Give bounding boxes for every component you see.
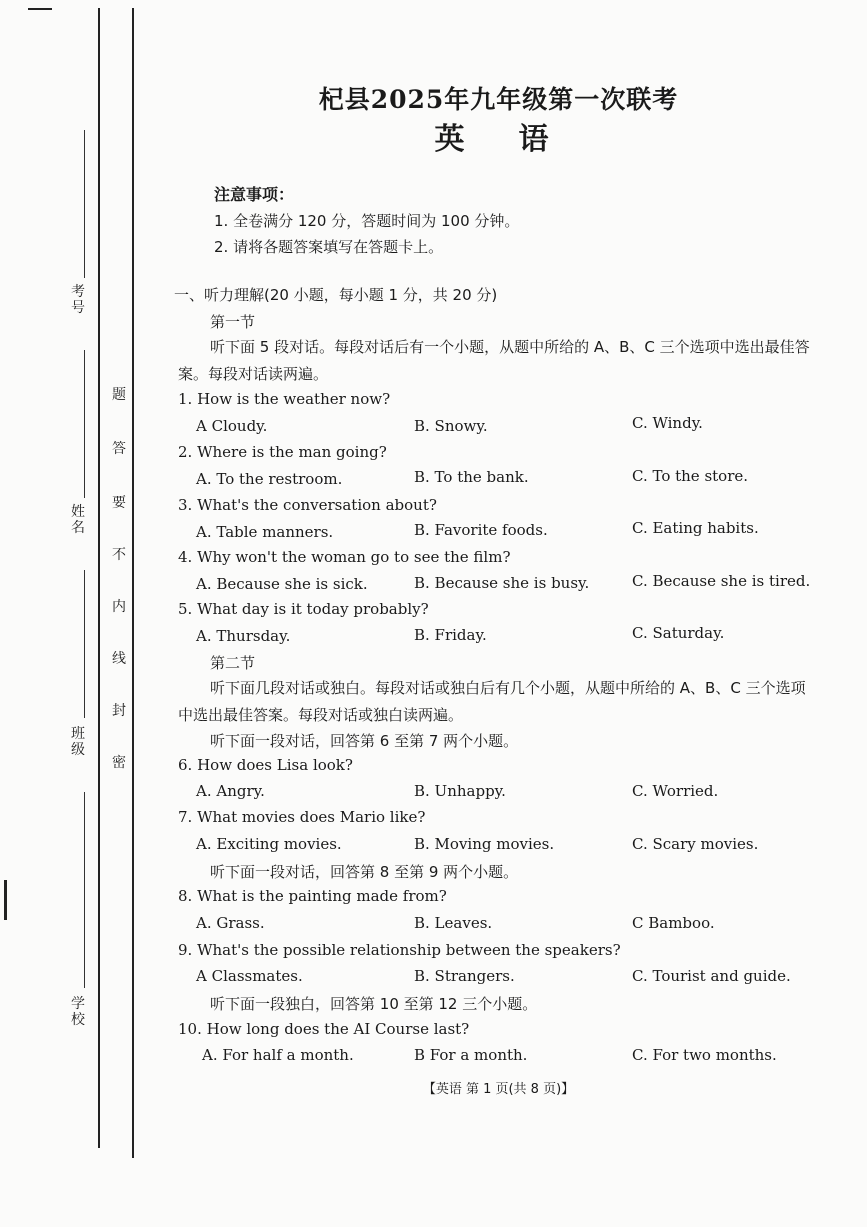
- option-a: A. To the restroom.: [196, 470, 343, 488]
- margin-top-dash: [28, 8, 52, 10]
- option-c: C. Windy.: [632, 414, 703, 432]
- option-c: C. To the store.: [632, 467, 749, 485]
- question-text: 9. What's the possible relationship between the speakers?: [178, 941, 621, 959]
- option-a: A. Grass.: [196, 914, 265, 932]
- option-a: A. Thursday.: [196, 627, 291, 645]
- note-item: 2. 请将各题答案填写在答题卡上。: [214, 238, 444, 256]
- part1-instruction-cont: 案。每段对话读两遍。: [178, 365, 329, 383]
- option-b: B. To the bank.: [414, 468, 529, 486]
- question-text: 1. How is the weather now?: [178, 390, 391, 408]
- sub-instruction: 听下面一段独白，回答第 10 至第 12 三个小题。: [210, 995, 538, 1013]
- option-b: B. Unhappy.: [414, 782, 506, 800]
- seal-char: 答: [112, 441, 126, 457]
- part1-instruction: 听下面 5 段对话。每段对话后有一个小题，从题中所给的 A、B、C 三个选项中选出最佳答: [210, 338, 810, 356]
- question-text: 5. What day is it today probably?: [178, 600, 429, 618]
- option-a: A Cloudy.: [196, 417, 268, 435]
- option-b: B. Strangers.: [414, 967, 515, 985]
- option-a: A. Table manners.: [196, 523, 334, 541]
- name-fill-line: [84, 350, 85, 498]
- sub-instruction: 听下面一段对话，回答第 6 至第 7 两个小题。: [210, 732, 519, 750]
- option-b: B For a month.: [414, 1046, 528, 1064]
- question-text: 7. What movies does Mario like?: [178, 808, 426, 826]
- question-text: 10. How long does the AI Course last?: [178, 1020, 470, 1038]
- page-footer: 【英语 第 1 页(共 8 页)】: [422, 1082, 575, 1097]
- seal-char: 封: [112, 703, 126, 719]
- exam-title: 杞县2025年九年级第一次联考: [318, 85, 679, 114]
- school-fill-line: [84, 792, 85, 988]
- school-label: 学校: [71, 996, 85, 1028]
- sub-instruction: 听下面一段对话，回答第 8 至第 9 两个小题。: [210, 863, 519, 881]
- margin-edge-mark: [4, 880, 7, 920]
- note-item: 1. 全卷满分 120 分，答题时间为 100 分钟。: [214, 212, 520, 230]
- option-b: B. Leaves.: [414, 914, 493, 932]
- part2-title: 第二节: [210, 654, 256, 672]
- seal-char: 题: [112, 387, 126, 403]
- option-b: B. Favorite foods.: [414, 521, 548, 539]
- question-text: 3. What's the conversation about?: [178, 496, 437, 514]
- class-label: 班级: [71, 726, 85, 758]
- seal-char: 密: [112, 755, 126, 771]
- option-a: A. Exciting movies.: [196, 835, 342, 853]
- option-a: A Classmates.: [196, 967, 303, 985]
- seal-char: 内: [112, 599, 126, 615]
- binding-line-left: [98, 8, 100, 1148]
- binding-line-right: [132, 8, 134, 1158]
- option-c: C. Scary movies.: [632, 835, 759, 853]
- part2-instruction: 听下面几段对话或独白。每段对话或独白后有几个小题，从题中所给的 A、B、C 三个选项: [210, 679, 806, 697]
- option-c: C. Worried.: [632, 782, 719, 800]
- option-a: A. Because she is sick.: [196, 575, 368, 593]
- part1-title: 第一节: [210, 313, 256, 331]
- option-c: C. Because she is tired.: [632, 572, 811, 590]
- option-c: C. For two months.: [632, 1046, 777, 1064]
- subject-title: 英语: [434, 122, 603, 157]
- question-text: 4. Why won't the woman go to see the film?: [178, 548, 511, 566]
- exam-number-label: 考号: [71, 284, 85, 316]
- name-label: 姓名: [71, 504, 85, 536]
- option-b: B. Friday.: [414, 626, 487, 644]
- option-c: C. Eating habits.: [632, 519, 759, 537]
- option-a: A. Angry.: [196, 782, 265, 800]
- option-c: C. Saturday.: [632, 624, 725, 642]
- option-c: C Bamboo.: [632, 914, 715, 932]
- section-title: 一、听力理解(20 小题，每小题 1 分，共 20 分): [174, 286, 498, 304]
- part2-instruction-cont: 中选出最佳答案。每段对话或独白读两遍。: [178, 706, 464, 724]
- seal-char: 线: [112, 651, 126, 667]
- notes-heading: 注意事项：: [214, 185, 295, 204]
- option-c: C. Tourist and guide.: [632, 967, 791, 985]
- question-text: 6. How does Lisa look?: [178, 756, 353, 774]
- question-text: 8. What is the painting made from?: [178, 887, 447, 905]
- seal-char: 要: [112, 495, 126, 511]
- option-a: A. For half a month.: [202, 1046, 354, 1064]
- question-text: 2. Where is the man going?: [178, 443, 387, 461]
- notes-block: [214, 182, 519, 260]
- option-b: B. Because she is busy.: [414, 574, 590, 592]
- option-b: B. Snowy.: [414, 417, 488, 435]
- class-fill-line: [84, 570, 85, 718]
- seal-char: 不: [112, 547, 126, 563]
- option-b: B. Moving movies.: [414, 835, 555, 853]
